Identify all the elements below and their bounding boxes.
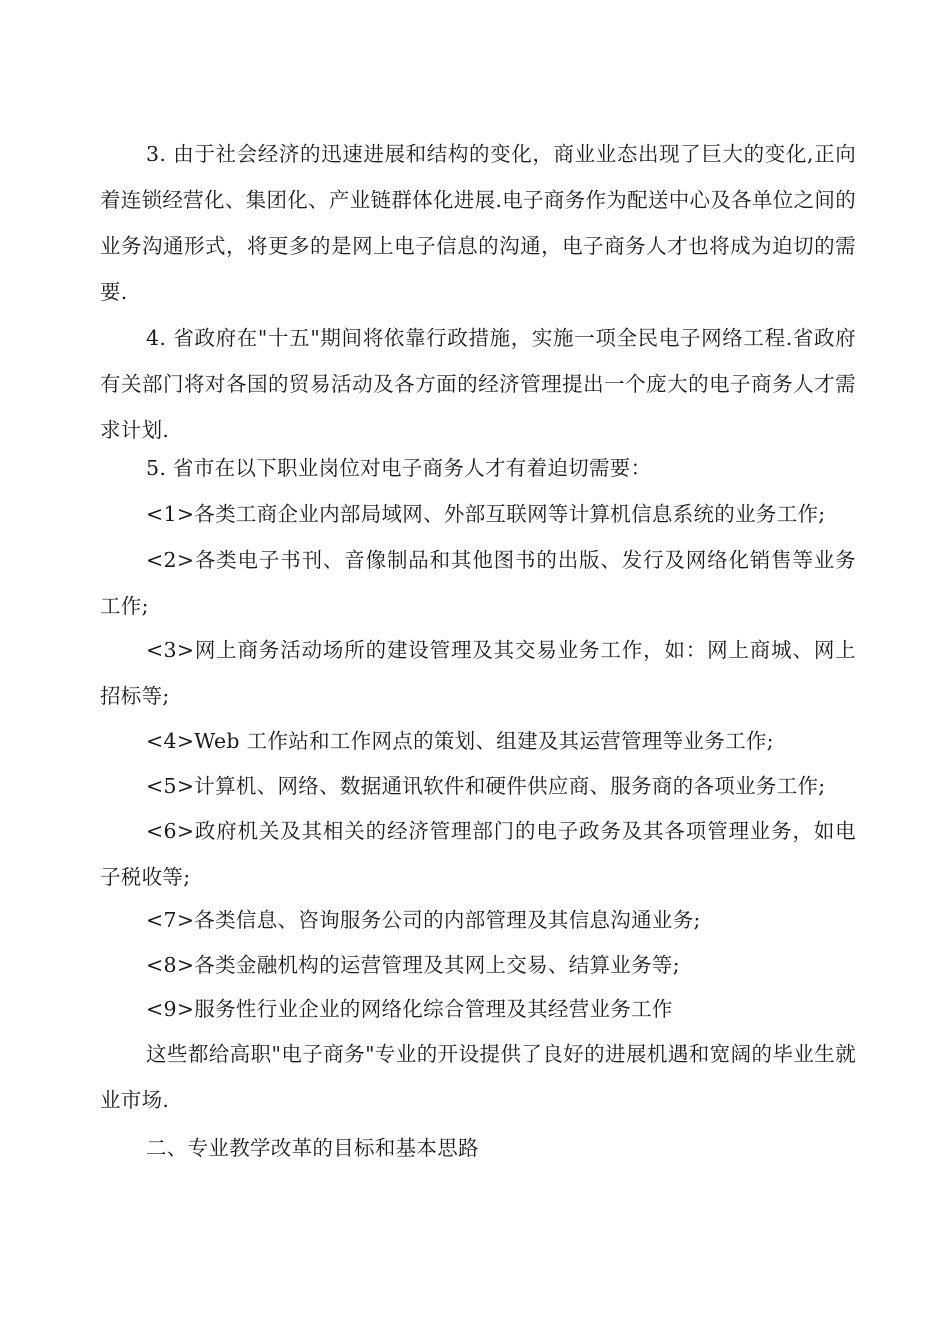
- list-item-3: <3>网上商务活动场所的建设管理及其交易业务工作，如：网上商城、网上招标等;: [100, 638, 856, 708]
- list-item-2: <2>各类电子书刊、音像制品和其他图书的出版、发行及网络化销售等业务工作;: [100, 548, 856, 618]
- paragraph-conclusion: 这些都给高职"电子商务"专业的开设提供了良好的进展机遇和宽阔的毕业生就业市场.: [100, 1042, 856, 1112]
- section-heading: 二、专业教学改革的目标和基本思路: [146, 1136, 479, 1160]
- list-item-6: <6>政府机关及其相关的经济管理部门的电子政务及其各项管理业务，如电子税收等;: [100, 819, 856, 889]
- list-item-9: <9>服务性行业企业的网络化综合管理及其经营业务工作: [146, 997, 673, 1021]
- list-item-4: <4>Web 工作站和工作网点的策划、组建及其运营管理等业务工作;: [146, 729, 774, 753]
- list-item-7: <7>各类信息、咨询服务公司的内部管理及其信息沟通业务;: [146, 908, 701, 932]
- paragraph-government-project: 4. 省政府在"十五"期间将依靠行政措施，实施一项全民电子网络工程.省政府有关部门将对各国的贸易活动及各方面的经济管理提出一个庞大的电子商务人才需求计划.: [100, 326, 856, 442]
- list-item-8: <8>各类金融机构的运营管理及其网上交易、结算业务等;: [146, 953, 680, 977]
- list-item-5: <5>计算机、网络、数据通讯软件和硬件供应商、服务商的各项业务工作;: [146, 774, 826, 798]
- paragraph-economic-change: 3. 由于社会经济的迅速进展和结构的变化，商业业态出现了巨大的变化,正向着连锁经营化、集团化、产业链群体化进展.电子商务作为配送中心及各单位之间的业务沟通形式，将更多的是网上电子信息的沟通，电子商务人才也将成为迫切的需要.: [100, 142, 856, 304]
- list-item-1: <1>各类工商企业内部局域网、外部互联网等计算机信息系统的业务工作;: [146, 502, 826, 526]
- paragraph-job-positions-intro: 5. 省市在以下职业岗位对电子商务人才有着迫切需要：: [146, 456, 652, 480]
